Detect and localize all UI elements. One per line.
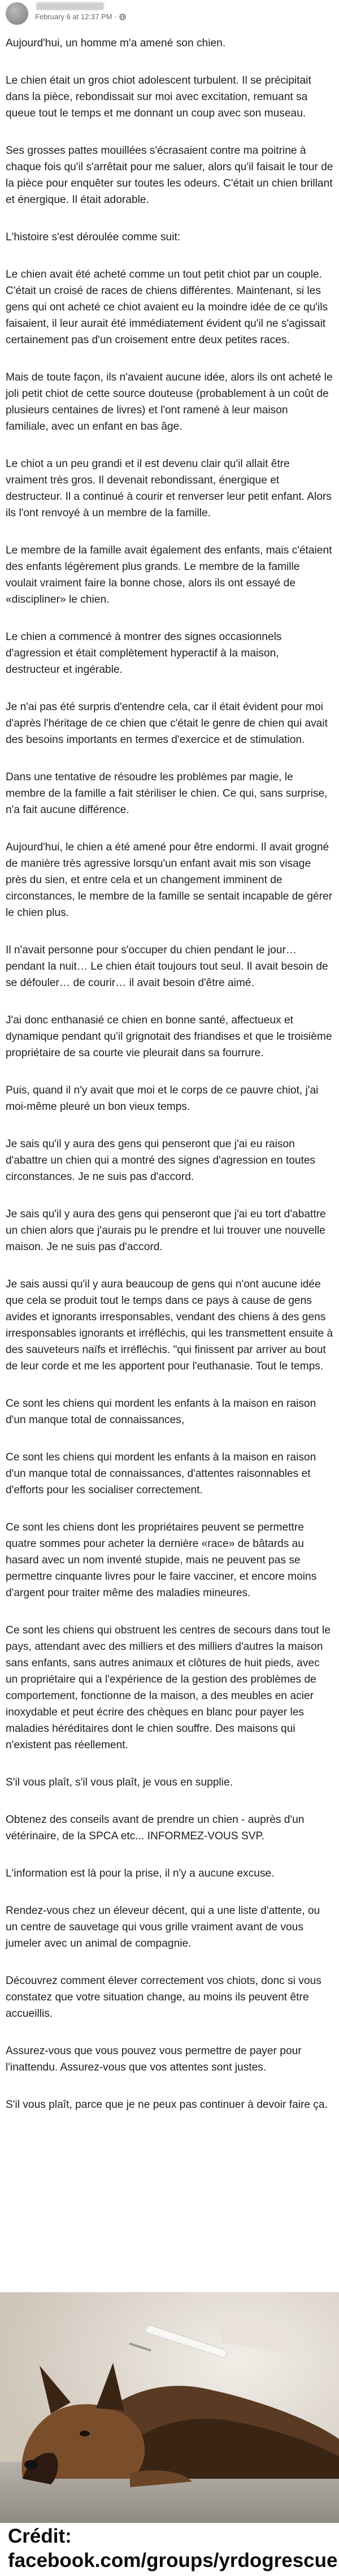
paragraph: Je sais aussi qu'il y aura beaucoup de gens qui n'ont aucune idée que cela se produit tout le temps dans ce pays à cause de gens avides et ignorants irresponsables, vendant des chiens à des gens irresponsables ignorants et irréfléchis, qui les transmettent ensuite à des sauveteurs naïfs et irréfléchis. "qui finissent par arriver au bout de leur corde et me les apportent pour l'euthanasie. Tout le temps.	[6, 1278, 333, 1372]
paragraph: Le chien était un gros chiot adolescent turbulent. Il se précipitait dans la pièce, rebondissait sur moi avec excitation, remuant sa queue tout le temps et me donnant un coup avec son museau.	[6, 75, 311, 119]
credit-label: Crédit:	[8, 2525, 72, 2547]
paragraph: Ce sont les chiens qui obstruent les centres de secours dans tout le pays, attendant avec des milliers et des milliers d'autres la maison sans enfants, sans autres animaux et clôtures de huit pieds, avec un propriétaire qui a l'expérience de la gestion des problèmes de comportement, fonctionne de la maison, a des meubles en acier inoxydable et peut écrire des chèques en blanc pour payer les maladies héréditaires dont le chien souffre. Des maisons qui n'existent pas réellement.	[6, 1624, 331, 1751]
paragraph: Assurez-vous que vous pouvez vous permettre de payer pour l'inattendu. Assurez-vous que vos attentes sont justes.	[6, 2045, 302, 2073]
globe-icon	[119, 14, 126, 20]
post-header	[0, 0, 339, 27]
paragraph: Ce sont les chiens qui mordent les enfants à la maison en raison d'un manque total de connaissances,	[6, 1398, 316, 1426]
paragraph: Ses grosses pattes mouillées s'écrasaient contre ma poitrine à chaque fois qu'il s'arrêtait pour me saluer, alors qu'il faisait le tour de la pièce pour enquêter sur toutes les odeurs. C'était un chien brillant et énergique. Il était adorable.	[6, 145, 333, 206]
paragraph: J'ai donc enthanasié ce chien en bonne santé, affectueux et dynamique pendant qu'il grignotait des friandises et que le troisième propriétaire de sa courte vie pleurait dans sa fourrure.	[6, 1014, 332, 1059]
paragraph: L'histoire s'est déroulée comme suit:	[6, 231, 181, 243]
paragraph: L'information est là pour la prise, il n'y a aucune excuse.	[6, 1868, 275, 1879]
paragraph: Le chiot a un peu grandi et il est devenu clair qu'il allait être vraiment très gros. Il devenait rebondissant, énergique et destructeur. Il a continué à courir et renverser leur petit enfant. Alors ils l'ont renvoyé à un membre de la famille.	[6, 458, 332, 519]
paragraph: Je sais qu'il y aura des gens qui penseront que j'ai eu tort d'abattre un chien alors que j'aurais pu le prendre et lui trouver une nouvelle maison. Je ne suis pas d'accord.	[6, 1208, 326, 1253]
paragraph: Aujourd'hui, le chien a été amené pour être endormi. Il avait grogné de manière très agressive lorsqu'un enfant avait mis son visage près du sien, et entre cela et un changement imminent de circonstances, le membre de la famille se sentait incapable de gérer le chien plus.	[6, 841, 333, 919]
credit-url[interactable]: facebook.com/groups/yrdogrescue	[8, 2549, 338, 2571]
paragraph: Mais de toute façon, ils n'avaient aucune idée, alors ils ont acheté le joli petit chiot de cette source douteuse (probablement à un coût de plusieurs centaines de livres) et l'ont ramené à leur maison familiale, avec un enfant en bas âge.	[6, 371, 333, 433]
meta-separator: ·	[114, 12, 117, 21]
paragraph: Obtenez des conseils avant de prendre un chien - auprès d'un vétérinaire, de la SPCA etc... INFORMEZ-VOUS SVP.	[6, 1814, 305, 1842]
paragraph: S'il vous plaît, parce que je ne peux pas continuer à devoir faire ça.	[6, 2099, 328, 2111]
paragraph: Il n'avait personne pour s'occuper du chien pendant le jour… pendant la nuit… Le chien était toujours tout seul. Il avait besoin de se défouler… de courir… il avait besoin d'être aimé.	[6, 944, 328, 989]
author-name-redacted[interactable]	[36, 2, 104, 10]
paragraph: Je sais qu'il y aura des gens qui penseront que j'ai eu raison d'abattre un chien qui a montré des signes d'agression en toutes circonstances. Je ne suis pas d'accord.	[6, 1138, 316, 1183]
paragraph: S'il vous plaît, s'il vous plaît, je vous en supplie.	[6, 1777, 233, 1788]
post-body	[6, 35, 333, 2134]
paragraph: Dans une tentative de résoudre les problèmes par magie, le membre de la famille a fait stériliser le chien. Ce qui, sans surprise, n'a fait aucune différence.	[6, 771, 328, 816]
paragraph: Ce sont les chiens dont les propriétaires peuvent se permettre quatre sommes pour acheter la dernière «race» de bâtards au hasard avec un nom inventé stupide, mais ne peuvent pas se permettre cinquante livres pour le faire vacciner, et encore moins d'argent pour traiter même des maladies mineures.	[6, 1522, 317, 1599]
paragraph: Le membre de la famille avait également des enfants, mais c'étaient des enfants légèrement plus grands. Le membre de la famille voulait vraiment faire la bonne chose, alors ils ont essayé de «discipliner» le chien.	[6, 544, 332, 606]
author-avatar[interactable]	[6, 2, 28, 25]
post-meta	[35, 12, 126, 21]
post-timestamp[interactable]: February 6 at 12:37 PM	[35, 12, 112, 21]
paragraph: Puis, quand il n'y avait que moi et le corps de ce pauvre chiot, j'ai moi-même pleuré un bon vieux temps.	[6, 1084, 319, 1113]
photo-credit	[8, 2524, 337, 2573]
paragraph: Ce sont les chiens qui mordent les enfants à la maison en raison d'un manque total de connaissances, d'attentes raisonnables et d'efforts pour les socialiser correctement.	[6, 1451, 316, 1496]
paragraph: Rendez-vous chez un éleveur décent, qui a une liste d'attente, ou un centre de sauvetage qui vous grille vraiment avant de vous jumeler avec un animal de compagnie.	[6, 1905, 320, 1950]
paragraph: Le chien avait été acheté comme un tout petit chiot par un couple. C'était un croisé de races de chiens différentes. Maintenant, si les gens qui ont acheté ce chiot avaient eu la moindre idée de ce qu'ils faisaient, il leur aurait été immédiatement évident qu'il ne s'agissait certainement pas d'un croisement entre deux petites races.	[6, 269, 328, 346]
paragraph: Le chien a commencé à montrer des signes occasionnels d'agression et était complètement hyperactif à la maison, destructeur et ingérable.	[6, 631, 282, 676]
paragraph: Aujourd'hui, un homme m'a amené son chien.	[6, 37, 226, 49]
paragraph: Découvrez comment élever correctement vos chiots, donc si vous constatez que votre situation change, au moins ils peuvent être accueillis.	[6, 1975, 321, 2020]
dog-vet-photo	[0, 2292, 339, 2523]
paragraph: Je n'ai pas été surpris d'entendre cela, car il était évident pour moi d'après l'héritage de ce chien que c'était le genre de chien qui avait des besoins importants en termes d'exercice et de stimulation.	[6, 701, 328, 746]
